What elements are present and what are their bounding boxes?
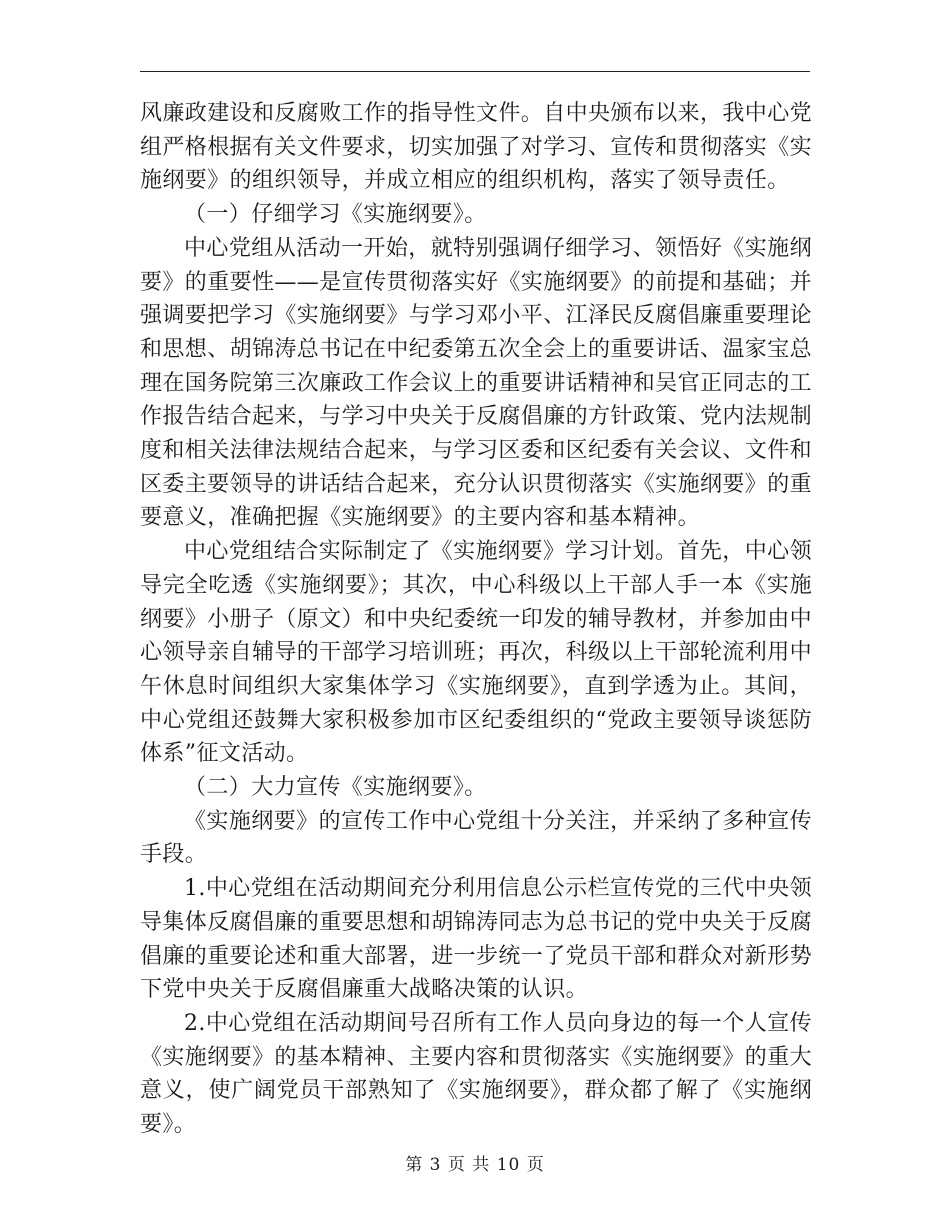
paragraph-publicity-intro: 《实施纲要》的宣传工作中心党组十分关注，并采纳了多种宣传手段。: [140, 808, 812, 868]
document-body: [140, 97, 812, 1142]
section-heading-publicity: （二）大力宣传《实施纲要》。: [184, 775, 487, 801]
paragraph-study-plan: 中心党组结合实际制定了《实施纲要》学习计划。首先，中心领导完全吃透《实施纲要》；其次，中心科级以上干部人手一本《实施纲要》小册子（原文）和中央纪委统一印发的辅导教材，并参加由中心领导亲自辅导的干部学习培训班；再次，科级以上干部轮流利用中午休息时间组织大家集体学习《实施纲要》，直到学透为止。其间，中心党组还鼓舞大家积极参加市区纪委组织的“党政主要领导谈惩防体系”征文活动。: [140, 539, 813, 767]
list-item-2: 2.中心党组在活动期间号召所有工作人员向身边的每一个人宣传《实施纲要》的基本精神、主要内容和贯彻落实《实施纲要》的重大意义，使广阔党员干部熟知了《实施纲要》，群众都了解了《实施纲要》。: [140, 1010, 813, 1138]
paragraph-continuation: 风廉政建设和反腐败工作的指导性文件。自中央颁布以来，我中心党组严格根据有关文件要求，切实加强了对学习、宣传和贯彻落实《实施纲要》的组织领导，并成立相应的组织机构，落实了领导责任。: [140, 101, 813, 194]
list-item-1: 1.中心党组在活动期间充分利用信息公示栏宣传党的三代中央领导集体反腐倡廉的重要思想和胡锦涛同志为总书记的党中央关于反腐倡廉的重要论述和重大部署，进一步统一了党员干部和群众对新形势下党中央关于反腐倡廉重大战略决策的认识。: [140, 876, 813, 1003]
page-number: 第 3 页 共 10 页: [405, 1155, 545, 1175]
section-heading-study: （一）仔细学习《实施纲要》。: [184, 202, 487, 228]
header-rule: [140, 71, 810, 72]
paragraph-study-importance: 中心党组从活动一开始，就特别强调仔细学习、领悟好《实施纲要》的重要性——是宣传贯彻落实好《实施纲要》的前提和基础；并强调要把学习《实施纲要》与学习邓小平、江泽民反腐倡廉重要理论和思想、胡锦涛总书记在中纪委第五次全会上的重要讲话、温家宝总理在国务院第三次廉政工作会议上的重要讲话精神和吴官正同志的工作报告结合起来，与学习中央关于反腐倡廉的方针政策、党内法规制度和相关法律法规结合起来，与学习区委和区纪委有关会议、文件和区委主要领导的讲话结合起来，充分认识贯彻落实《实施纲要》的重要意义，准确把握《实施纲要》的主要内容和基本精神。: [140, 235, 813, 531]
